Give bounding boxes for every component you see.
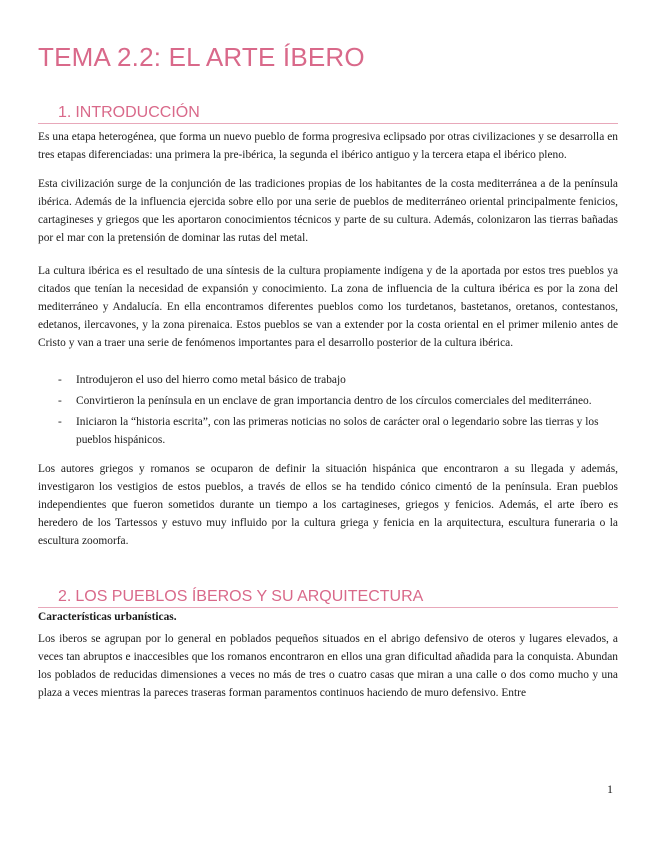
list-item (38, 371, 618, 389)
list-item (38, 392, 618, 410)
bullet-text: Introdujeron el uso del hierro como metal básico de trabajo (76, 374, 346, 386)
section-1-number: 1. (58, 104, 72, 121)
section-2-number: 2. (58, 588, 72, 605)
intro-paragraph-2: Esta civilización surge de la conjunción de las tradiciones propias de los habitantes de la costa mediterránea a de la península ibérica. Además de la influencia ejercida sobre ello por una serie de pueblos de mediterráneo oriental principalmente fenicios, cartagineses y griegos que les aportaron conocimientos técnicos y parte de su cultura. Además, colonizaron las tierras bañadas por el mar con la pretensión de dominar las rutas del metal. (38, 178, 618, 244)
section-2-rule (38, 607, 618, 608)
section-1-heading (58, 104, 200, 122)
page-number: 1 (607, 782, 613, 796)
section-2-paragraph: Los iberos se agrupan por lo general en poblados pequeños situados en el abrigo defensivo de oteros y lugares elevados, a veces tan abruptos e inaccesibles que los romanos encontraron en ellos una gran dificultad añadida para la conquista. Abundan los poblados de reducidas dimensiones a veces no más de tres o cuatro casas que miran a una calle o dos como mucho y una plaza a veces mientras la pareces traseras forman paramentos continuos haciendo de muro defensivo. Entre (38, 633, 618, 699)
bullet-dash: - (58, 374, 62, 386)
intro-paragraph-1: Es una etapa heterogénea, que forma un nuevo pueblo de forma progresiva eclipsado por otras civilizaciones y se desarrolla en tres etapas diferenciadas: una primera la pre-ibérica, la segunda el ibérico antiguo y la tercera etapa el ibérico pleno. (38, 131, 618, 161)
bullet-text: Iniciaron la “historia escrita”, con las primeras noticias no solos de carácter oral o legendario sobre las tierras y los pueblos hispánicos. (76, 416, 599, 446)
section-1-title: INTRODUCCIÓN (75, 104, 200, 121)
document-title: TEMA 2.2: EL ARTE ÍBERO (38, 42, 365, 72)
section-1-rule (38, 123, 618, 124)
intro-bullet-list (38, 371, 618, 452)
section-2-title: LOS PUEBLOS ÍBEROS Y SU ARQUITECTURA (75, 588, 424, 605)
bullet-dash: - (58, 416, 62, 428)
intro-paragraph-3: La cultura ibérica es el resultado de una síntesis de la cultura propiamente indígena y de la aportada por estos tres pueblos ya citados que tenían la necesidad de expansión y conocimiento. La zona de influencia de la cultura ibérica es por la zona del mediterráneo y Andalucía. En ella encontramos diferentes pueblos como los turdetanos, bastetanos, oretanos, contestanos, edetanos, ilercavones, y la zona pirenaica. Estos pueblos se van a extender por la costa oriental en el primer milenio antes de Cristo y van a traer una serie de fenómenos importantes para el desarrollo posterior de la cultura ibérica. (38, 265, 618, 349)
intro-closing-paragraph: Los autores griegos y romanos se ocuparon de definir la situación hispánica que encontraron a su llegada y además, investigaron los vestigios de estos pueblos, a través de ellos se ha tendido cónico cimentó de la península. Eran pueblos independientes que fueron sometidos durante un tiempo a los cartagineses, griegos y fenicios. Además, el arte íbero es heredero de los Tartessos y estuvo muy influido por la cultura griega y fenicia en la arquitectura, escultura funeraria o la escultura zoomorfa. (38, 463, 618, 547)
section-2-heading (58, 588, 423, 606)
section-2-subheading: Características urbanísticas. (38, 611, 177, 623)
bullet-dash: - (58, 395, 62, 407)
bullet-text: Convirtieron la península en un enclave de gran importancia dentro de los círculos comerciales del mediterráneo. (76, 395, 592, 407)
list-item (38, 413, 618, 449)
